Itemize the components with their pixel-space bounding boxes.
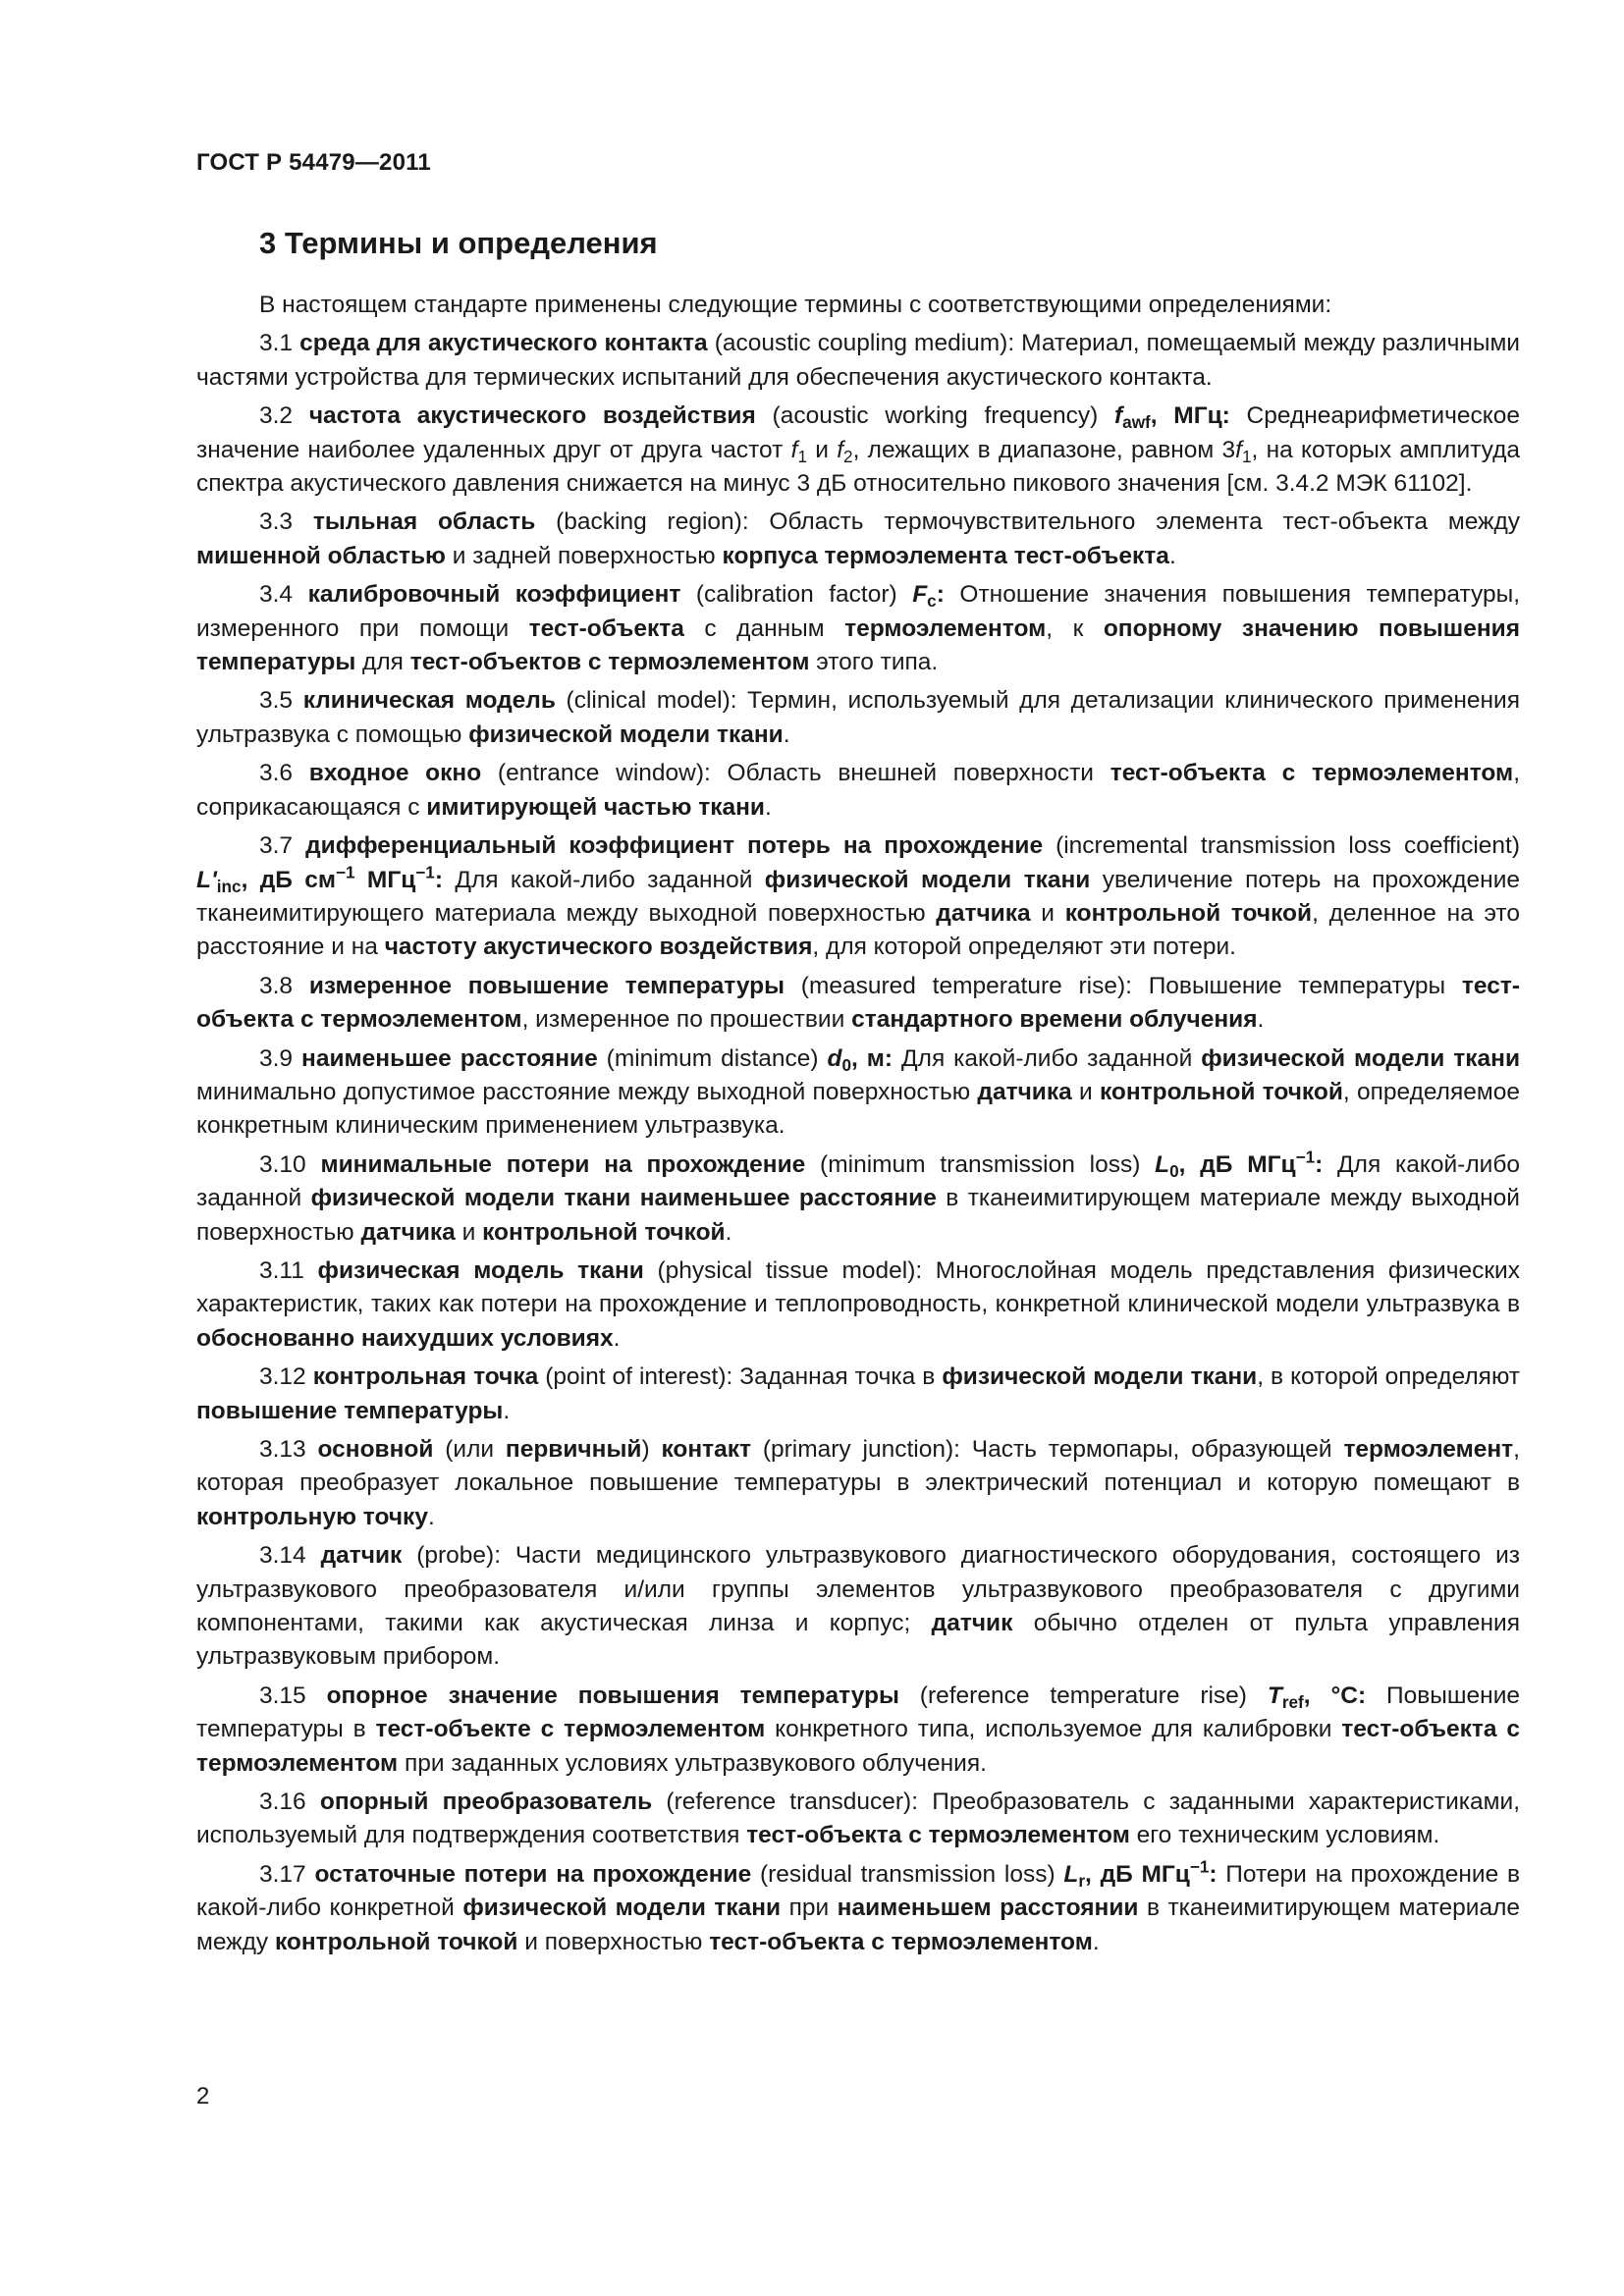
term-3-4: 3.4 калибровочный коэффициент (calibration factor) $F_c$: Отношение значения повышения температуры, измеренного при помощи тест-объекта с данным термоэлементом, к опорному значению повышения температуры для тест-объектов с термоэлементом этого типа. bbox=[196, 581, 1521, 676]
term-3-3: 3.3 тыльная область (backing region): Область термочувствительного элемента тест-объекта между мишенной областью и задней поверхностью корпуса термоэлемента тест-объекта. bbox=[196, 508, 1520, 569]
intro-paragraph: В настоящем стандарте применены следующие термины с соответствующими определениями: bbox=[259, 292, 1332, 318]
term-3-9: 3.9 наименьшее расстояние (minimum distance) $d_0$, м: Для какой-либо заданной физической модели ткани минимально допустимое расстояние между выходной поверхностью датчика и контрольной точкой, определяемое конкретным клиническим применением ультразвука. bbox=[196, 1044, 1521, 1140]
section-title: 3 Термины и определения bbox=[259, 226, 658, 260]
term-3-12: 3.12 контрольная точка (point of interest): Заданная точка в физической модели ткани, в которой определяют повышение температуры. bbox=[196, 1363, 1520, 1424]
term-3-17: 3.17 остаточные потери на прохождение (residual transmission loss) $L_r$, дБ МГц$^{-1}$: Потери на прохождение в какой-либо конкретной физической модели ткани при наименьшем расстоянии в тканеимитирующем материале между контрольной точкой и поверхностью тест-объекта с термоэлементом. bbox=[196, 1856, 1520, 1955]
term-3-1: 3.1 среда для акустического контакта (acoustic coupling medium): Материал, помещаемый между различными частями устройства для термических испытаний для обеспечения акустического контакта. bbox=[196, 330, 1520, 391]
term-3-2: 3.2 частота акустического воздействия (acoustic working frequency) $f_{awf}$, МГц: Среднеарифметическое значение наиболее удаленных друг от друга частот $f_1$ и $f_2$, лежащих в диапазоне, равном $3f_1$, на которых амплитуда спектра акустического давления снижается на минус 3 дБ относительно пикового значения [см. 3.4.2 МЭК 61102]. bbox=[196, 402, 1520, 498]
page-number: 2 bbox=[196, 2083, 210, 2109]
term-3-11: 3.11 физическая модель ткани (physical tissue model): Многослойная модель представления физических характеристик, таких как потери на прохождение и теплопроводность, конкретной клинической модели ультразвука в обоснованно наихудших условиях. bbox=[196, 1256, 1520, 1352]
term-3-16: 3.16 опорный преобразователь (reference transducer): Преобразователь с заданными характеристиками, используемый для подтверждения соответствия тест-объекта с термоэлементом его техническим условиям. bbox=[196, 1789, 1521, 1849]
document-header: ГОСТ Р 54479—2011 bbox=[196, 149, 431, 176]
definitions-body bbox=[196, 289, 1520, 1959]
term-3-6: 3.6 входное окно (entrance window): Область внешней поверхности тест-объекта с термоэлементом, соприкасающаяся с имитирующей частью ткани. bbox=[196, 760, 1520, 821]
term-3-15: 3.15 опорное значение повышения температуры (reference temperature rise) $T_{ref}$, °С: Повышение температуры в тест-объекте с термоэлементом конкретного типа, используемое для калибровки тест-объекта с термоэлементом при заданных условиях ультразвукового облучения. bbox=[196, 1682, 1521, 1777]
term-3-10: 3.10 минимальные потери на прохождение (minimum transmission loss) $L_0$, дБ МГц$^{-1}$: Для какой-либо заданной физической модели ткани наименьшее расстояние в тканеимитирующем материале между выходной поверхностью датчика и контрольной точкой. bbox=[196, 1147, 1520, 1246]
term-3-13: 3.13 основной (или первичный) контакт (primary junction): Часть термопары, образующей термоэлемент, которая преобразует локальное повышение температуры в электрический потенциал и которую помещают в контрольную точку. bbox=[196, 1436, 1520, 1530]
term-3-5: 3.5 клиническая модель (clinical model): Термин, используемый для детализации клинического применения ультразвука с помощью физической модели ткани. bbox=[196, 687, 1520, 748]
term-3-8: 3.8 измеренное повышение температуры (measured temperature rise): Повышение температуры тест-объекта с термоэлементом, измеренное по прошествии стандартного времени облучения. bbox=[196, 972, 1521, 1034]
term-3-7: 3.7 дифференциальный коэффициент потерь на прохождение (incremental transmission loss coefficient) $L'_{inc}$, дБ $см^{-1}$ МГц$^{-1}$: Для какой-либо заданной физической модели ткани увеличение потерь на прохождение тканеимитирующего материала между выходной поверхностью датчика и контрольной точкой, деленное на это расстояние и на частоту акустического воздействия, для которой определяют эти потери. bbox=[196, 832, 1521, 961]
term-3-14: 3.14 датчик (probe): Части медицинского ультразвукового диагностического оборудования, состоящего из ультразвукового преобразователя и/или группы элементов ультразвукового преобразователя с другими компонентами, такими как акустическая линза и корпус; датчик обычно отделен от пульта управления ультразвуковым прибором. bbox=[196, 1542, 1520, 1671]
